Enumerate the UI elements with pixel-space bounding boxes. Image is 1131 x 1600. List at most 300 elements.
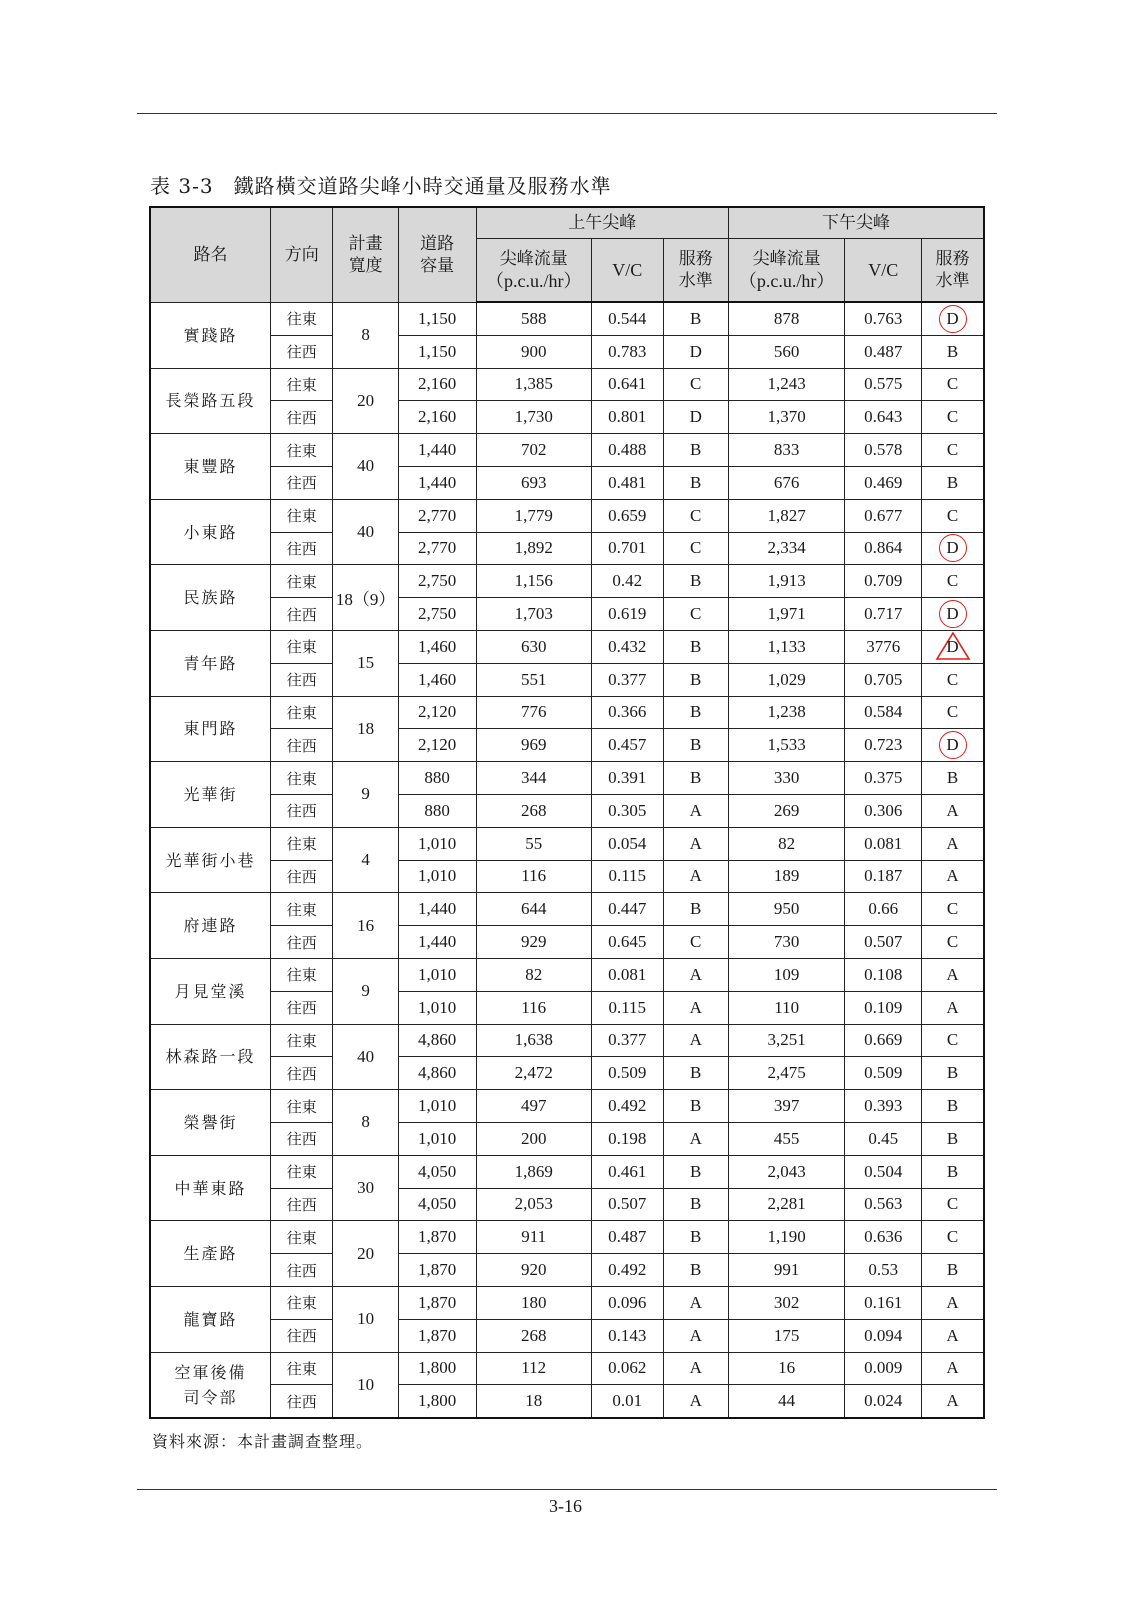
road-name-cell [150, 630, 271, 696]
am-vc-cell: 0.198 [591, 1122, 663, 1155]
table-row [150, 401, 984, 434]
table-row [150, 926, 984, 959]
road-name-cell [150, 1221, 271, 1287]
pm-flow-cell: 455 [728, 1122, 845, 1155]
am-los-cell: B [663, 729, 728, 762]
capacity-cell: 2,160 [398, 401, 476, 434]
capacity-cell: 2,770 [398, 499, 476, 532]
pm-vc-cell: 0.53 [845, 1254, 922, 1287]
direction-cell: 往東 [271, 302, 333, 335]
am-flow-cell: 702 [476, 434, 591, 467]
pm-flow-cell: 1,243 [728, 368, 845, 401]
pm-los-cell [922, 630, 984, 663]
header-pm-flow: 尖峰流量 （p.c.u./hr） [728, 239, 845, 303]
pm-los-cell: A [922, 1319, 984, 1352]
road-name: 空軍後備 [174, 1362, 247, 1382]
pm-vc-cell: 0.108 [845, 958, 922, 991]
pm-vc-cell: 0.563 [845, 1188, 922, 1221]
am-flow-cell: 82 [476, 958, 591, 991]
pm-flow-cell: 1,533 [728, 729, 845, 762]
am-flow-cell: 1,892 [476, 532, 591, 565]
capacity-cell: 1,440 [398, 434, 476, 467]
road-name-cell [150, 1090, 271, 1156]
table-row [150, 1352, 984, 1385]
am-vc-cell: 0.305 [591, 794, 663, 827]
am-los-cell: A [663, 1352, 728, 1385]
capacity-cell: 2,160 [398, 368, 476, 401]
pm-los-cell: C [922, 1024, 984, 1057]
am-vc-cell: 0.081 [591, 958, 663, 991]
am-flow-cell: 1,385 [476, 368, 591, 401]
am-los-cell: A [663, 1024, 728, 1057]
am-los-cell: B [663, 1188, 728, 1221]
road-name: 長榮路五段 [165, 391, 256, 411]
source-note: 資料來源：本計畫調查整理。 [152, 1432, 374, 1451]
pm-vc-cell: 0.504 [845, 1155, 922, 1188]
capacity-cell: 2,750 [398, 565, 476, 598]
pm-vc-cell: 0.161 [845, 1286, 922, 1319]
pm-vc-cell: 3776 [845, 630, 922, 663]
pm-flow-cell: 950 [728, 893, 845, 926]
am-flow-cell: 1,156 [476, 565, 591, 598]
road-name-cell [150, 696, 271, 762]
road-name: 月見堂溪 [174, 981, 247, 1001]
road-name: 青年路 [183, 653, 238, 673]
pm-los-cell: C [922, 696, 984, 729]
road-name: 東豐路 [183, 456, 238, 476]
road-name: 府連路 [183, 916, 238, 936]
table-row [150, 1057, 984, 1090]
direction-cell: 往西 [271, 1385, 333, 1418]
pm-los-cell: A [922, 794, 984, 827]
pm-los-cell: B [922, 1254, 984, 1287]
direction-cell: 往東 [271, 958, 333, 991]
road-name: 東門路 [183, 719, 238, 739]
am-vc-cell: 0.432 [591, 630, 663, 663]
road-name-cell [150, 762, 271, 828]
pm-vc-cell: 0.643 [845, 401, 922, 434]
pm-los-cell: C [922, 434, 984, 467]
capacity-cell: 1,800 [398, 1352, 476, 1385]
table-row [150, 368, 984, 401]
capacity-cell: 1,010 [398, 827, 476, 860]
am-flow-cell: 630 [476, 630, 591, 663]
table-row [150, 1024, 984, 1057]
capacity-cell: 1,870 [398, 1319, 476, 1352]
am-flow-cell: 588 [476, 302, 591, 335]
table-row [150, 958, 984, 991]
highlight-circle-icon [935, 534, 971, 562]
pm-flow-cell: 2,043 [728, 1155, 845, 1188]
pm-vc-cell: 0.487 [845, 335, 922, 368]
header-am-peak: 上午尖峰 [476, 207, 728, 239]
direction-cell: 往東 [271, 762, 333, 795]
am-los-cell: B [663, 434, 728, 467]
direction-cell: 往西 [271, 663, 333, 696]
pm-flow-cell: 302 [728, 1286, 845, 1319]
capacity-cell: 1,440 [398, 926, 476, 959]
road-name: 龍寶路 [183, 1309, 238, 1329]
direction-cell: 往東 [271, 1286, 333, 1319]
road-name-cell [150, 368, 271, 434]
am-flow-cell: 929 [476, 926, 591, 959]
pm-flow-cell: 2,475 [728, 1057, 845, 1090]
pm-los-cell: B [922, 1155, 984, 1188]
am-los-cell: C [663, 598, 728, 631]
pm-flow-cell: 330 [728, 762, 845, 795]
table-row [150, 1385, 984, 1418]
pm-vc-cell: 0.723 [845, 729, 922, 762]
am-los-cell: C [663, 532, 728, 565]
pm-flow-cell: 3,251 [728, 1024, 845, 1057]
am-los-cell: B [663, 302, 728, 335]
capacity-cell: 2,120 [398, 696, 476, 729]
am-los-cell: C [663, 368, 728, 401]
pm-los-cell: B [922, 762, 984, 795]
am-flow-cell: 1,730 [476, 401, 591, 434]
pm-flow-cell: 1,238 [728, 696, 845, 729]
road-name: 光華街 [183, 784, 238, 804]
am-flow-cell: 1,779 [476, 499, 591, 532]
planned-width-cell: 9 [333, 958, 398, 1024]
am-los-cell: B [663, 630, 728, 663]
am-los-cell: B [663, 1155, 728, 1188]
pm-flow-cell: 175 [728, 1319, 845, 1352]
direction-cell: 往西 [271, 1319, 333, 1352]
direction-cell: 往東 [271, 565, 333, 598]
planned-width-cell: 40 [333, 434, 398, 500]
capacity-cell: 1,800 [398, 1385, 476, 1418]
am-vc-cell: 0.054 [591, 827, 663, 860]
am-vc-cell: 0.115 [591, 991, 663, 1024]
capacity-cell: 1,010 [398, 991, 476, 1024]
direction-cell: 往東 [271, 893, 333, 926]
am-los-cell: A [663, 1122, 728, 1155]
header-pm-vc: V/C [845, 239, 922, 303]
am-flow-cell: 116 [476, 991, 591, 1024]
planned-width-cell: 10 [333, 1352, 398, 1418]
pm-los-cell: C [922, 926, 984, 959]
capacity-cell: 4,860 [398, 1057, 476, 1090]
pm-los-cell [922, 302, 984, 335]
am-vc-cell: 0.492 [591, 1254, 663, 1287]
am-los-cell: B [663, 1221, 728, 1254]
am-flow-cell: 900 [476, 335, 591, 368]
planned-width-cell: 18 [333, 696, 398, 762]
am-flow-cell: 969 [476, 729, 591, 762]
am-flow-cell: 911 [476, 1221, 591, 1254]
table-row [150, 1090, 984, 1123]
pm-los-cell: B [922, 1057, 984, 1090]
am-flow-cell: 497 [476, 1090, 591, 1123]
table-row [150, 860, 984, 893]
pm-vc-cell: 0.393 [845, 1090, 922, 1123]
am-los-cell: A [663, 1286, 728, 1319]
road-name: 中華東路 [174, 1178, 247, 1198]
direction-cell: 往西 [271, 401, 333, 434]
pm-vc-cell: 0.864 [845, 532, 922, 565]
road-name-cell [150, 302, 271, 368]
direction-cell: 往東 [271, 1155, 333, 1188]
pm-los-cell: C [922, 663, 984, 696]
am-los-cell: C [663, 499, 728, 532]
am-flow-cell: 18 [476, 1385, 591, 1418]
capacity-cell: 1,150 [398, 335, 476, 368]
pm-los-cell: C [922, 565, 984, 598]
pm-flow-cell: 991 [728, 1254, 845, 1287]
am-los-cell: A [663, 827, 728, 860]
pm-vc-cell: 0.509 [845, 1057, 922, 1090]
am-vc-cell: 0.488 [591, 434, 663, 467]
table-row [150, 991, 984, 1024]
am-flow-cell: 180 [476, 1286, 591, 1319]
am-vc-cell: 0.42 [591, 565, 663, 598]
capacity-cell: 4,050 [398, 1155, 476, 1188]
pm-vc-cell: 0.709 [845, 565, 922, 598]
road-name-cell [150, 499, 271, 565]
los-value: D [946, 735, 959, 755]
am-vc-cell: 0.507 [591, 1188, 663, 1221]
planned-width-cell: 9 [333, 762, 398, 828]
pm-flow-cell: 1,190 [728, 1221, 845, 1254]
pm-flow-cell: 2,334 [728, 532, 845, 565]
am-vc-cell: 0.391 [591, 762, 663, 795]
pm-vc-cell: 0.469 [845, 466, 922, 499]
direction-cell: 往西 [271, 466, 333, 499]
capacity-cell: 4,860 [398, 1024, 476, 1057]
am-vc-cell: 0.143 [591, 1319, 663, 1352]
pm-flow-cell: 109 [728, 958, 845, 991]
direction-cell: 往西 [271, 335, 333, 368]
header-planned-width: 計畫 寬度 [333, 207, 398, 302]
table-row [150, 1188, 984, 1221]
table-row [150, 729, 984, 762]
capacity-cell: 1,440 [398, 893, 476, 926]
pm-flow-cell: 397 [728, 1090, 845, 1123]
am-los-cell: B [663, 466, 728, 499]
header-am-los: 服務 水準 [663, 239, 728, 303]
direction-cell: 往東 [271, 1352, 333, 1385]
highlight-triangle-icon [935, 633, 971, 661]
road-name-cell [150, 1024, 271, 1090]
pm-vc-cell: 0.705 [845, 663, 922, 696]
footer-rule [137, 1489, 997, 1490]
am-vc-cell: 0.377 [591, 1024, 663, 1057]
direction-cell: 往東 [271, 434, 333, 467]
am-flow-cell: 776 [476, 696, 591, 729]
am-vc-cell: 0.619 [591, 598, 663, 631]
am-los-cell: A [663, 1385, 728, 1418]
am-flow-cell: 693 [476, 466, 591, 499]
table-caption [150, 170, 612, 199]
table-row [150, 1221, 984, 1254]
road-name-cell [150, 1352, 271, 1418]
pm-los-cell: C [922, 499, 984, 532]
am-flow-cell: 200 [476, 1122, 591, 1155]
direction-cell: 往西 [271, 1057, 333, 1090]
am-vc-cell: 0.481 [591, 466, 663, 499]
table-title: 鐵路橫交道路尖峰小時交通量及服務水準 [233, 174, 612, 198]
table-header [150, 207, 984, 302]
pm-vc-cell: 0.584 [845, 696, 922, 729]
pm-los-cell: B [922, 335, 984, 368]
am-flow-cell: 1,703 [476, 598, 591, 631]
pm-flow-cell: 878 [728, 302, 845, 335]
am-flow-cell: 2,053 [476, 1188, 591, 1221]
header-rule [137, 113, 997, 114]
table-row [150, 434, 984, 467]
highlight-circle-icon [935, 600, 971, 628]
am-vc-cell: 0.062 [591, 1352, 663, 1385]
am-los-cell: A [663, 794, 728, 827]
pm-vc-cell: 0.094 [845, 1319, 922, 1352]
am-vc-cell: 0.659 [591, 499, 663, 532]
los-value: D [946, 604, 959, 624]
capacity-cell: 1,460 [398, 630, 476, 663]
am-los-cell: B [663, 762, 728, 795]
am-flow-cell: 644 [476, 893, 591, 926]
pm-vc-cell: 0.45 [845, 1122, 922, 1155]
road-name-cell [150, 1155, 271, 1221]
highlight-circle-icon [935, 305, 971, 333]
capacity-cell: 880 [398, 794, 476, 827]
am-vc-cell: 0.544 [591, 302, 663, 335]
table-row [150, 827, 984, 860]
am-vc-cell: 0.783 [591, 335, 663, 368]
am-vc-cell: 0.447 [591, 893, 663, 926]
los-value: D [946, 538, 959, 558]
am-los-cell: D [663, 335, 728, 368]
pm-los-cell: A [922, 1385, 984, 1418]
header-road-capacity: 道路 容量 [398, 207, 476, 302]
direction-cell: 往東 [271, 1221, 333, 1254]
direction-cell: 往東 [271, 499, 333, 532]
road-name: 林森路一段 [165, 1047, 256, 1067]
capacity-cell: 4,050 [398, 1188, 476, 1221]
road-name-cell [150, 1286, 271, 1352]
pm-vc-cell: 0.66 [845, 893, 922, 926]
am-flow-cell: 116 [476, 860, 591, 893]
pm-flow-cell: 1,370 [728, 401, 845, 434]
pm-flow-cell: 1,133 [728, 630, 845, 663]
capacity-cell: 1,440 [398, 466, 476, 499]
pm-flow-cell: 2,281 [728, 1188, 845, 1221]
pm-los-cell: C [922, 368, 984, 401]
am-vc-cell: 0.457 [591, 729, 663, 762]
pm-los-cell: A [922, 958, 984, 991]
table-row [150, 466, 984, 499]
pm-vc-cell: 0.306 [845, 794, 922, 827]
planned-width-cell: 16 [333, 893, 398, 959]
pm-vc-cell: 0.024 [845, 1385, 922, 1418]
capacity-cell: 2,120 [398, 729, 476, 762]
pm-flow-cell: 1,913 [728, 565, 845, 598]
pm-flow-cell: 189 [728, 860, 845, 893]
planned-width-cell: 30 [333, 1155, 398, 1221]
am-los-cell: B [663, 565, 728, 598]
am-los-cell: B [663, 696, 728, 729]
direction-cell: 往西 [271, 794, 333, 827]
am-vc-cell: 0.115 [591, 860, 663, 893]
pm-los-cell: B [922, 466, 984, 499]
direction-cell: 往東 [271, 827, 333, 860]
capacity-cell: 1,870 [398, 1286, 476, 1319]
planned-width-cell: 18（9） [333, 565, 398, 631]
am-vc-cell: 0.509 [591, 1057, 663, 1090]
pm-flow-cell: 833 [728, 434, 845, 467]
pm-vc-cell: 0.636 [845, 1221, 922, 1254]
am-flow-cell: 268 [476, 1319, 591, 1352]
direction-cell: 往西 [271, 532, 333, 565]
direction-cell: 往東 [271, 368, 333, 401]
table-row [150, 630, 984, 663]
am-los-cell: B [663, 893, 728, 926]
am-los-cell: A [663, 991, 728, 1024]
table-row [150, 1122, 984, 1155]
page-number: 3-16 [549, 1496, 582, 1516]
pm-flow-cell: 82 [728, 827, 845, 860]
am-vc-cell: 0.701 [591, 532, 663, 565]
am-vc-cell: 0.801 [591, 401, 663, 434]
pm-vc-cell: 0.578 [845, 434, 922, 467]
capacity-cell: 1,010 [398, 1090, 476, 1123]
road-name: 實踐路 [183, 325, 238, 345]
table-number: 表 3-3 [150, 174, 214, 198]
pm-los-cell: A [922, 1352, 984, 1385]
planned-width-cell: 4 [333, 827, 398, 893]
road-name: 榮譽街 [183, 1112, 238, 1132]
road-name-cell [150, 827, 271, 893]
direction-cell: 往西 [271, 926, 333, 959]
pm-vc-cell: 0.717 [845, 598, 922, 631]
pm-vc-cell: 0.575 [845, 368, 922, 401]
table-row [150, 302, 984, 335]
am-los-cell: C [663, 926, 728, 959]
capacity-cell: 2,770 [398, 532, 476, 565]
pm-los-cell: A [922, 827, 984, 860]
direction-cell: 往西 [271, 729, 333, 762]
pm-flow-cell: 730 [728, 926, 845, 959]
pm-flow-cell: 1,029 [728, 663, 845, 696]
header-pm-peak: 下午尖峰 [728, 207, 984, 239]
table-row [150, 762, 984, 795]
planned-width-cell: 8 [333, 302, 398, 368]
los-value: D [946, 308, 959, 328]
am-flow-cell: 1,869 [476, 1155, 591, 1188]
table-row [150, 696, 984, 729]
direction-cell: 往東 [271, 1090, 333, 1123]
pm-vc-cell: 0.763 [845, 302, 922, 335]
pm-vc-cell: 0.109 [845, 991, 922, 1024]
pm-los-cell: C [922, 893, 984, 926]
planned-width-cell: 20 [333, 1221, 398, 1287]
am-los-cell: B [663, 1090, 728, 1123]
capacity-cell: 1,870 [398, 1221, 476, 1254]
table-row [150, 893, 984, 926]
am-los-cell: B [663, 1254, 728, 1287]
highlight-circle-icon [935, 731, 971, 759]
table-row [150, 499, 984, 532]
pm-los-cell [922, 598, 984, 631]
planned-width-cell: 10 [333, 1286, 398, 1352]
pm-vc-cell: 0.009 [845, 1352, 922, 1385]
road-name-cell [150, 434, 271, 500]
table-row [150, 663, 984, 696]
pm-vc-cell: 0.081 [845, 827, 922, 860]
road-name: 民族路 [183, 588, 238, 608]
am-los-cell: A [663, 958, 728, 991]
table-row [150, 565, 984, 598]
